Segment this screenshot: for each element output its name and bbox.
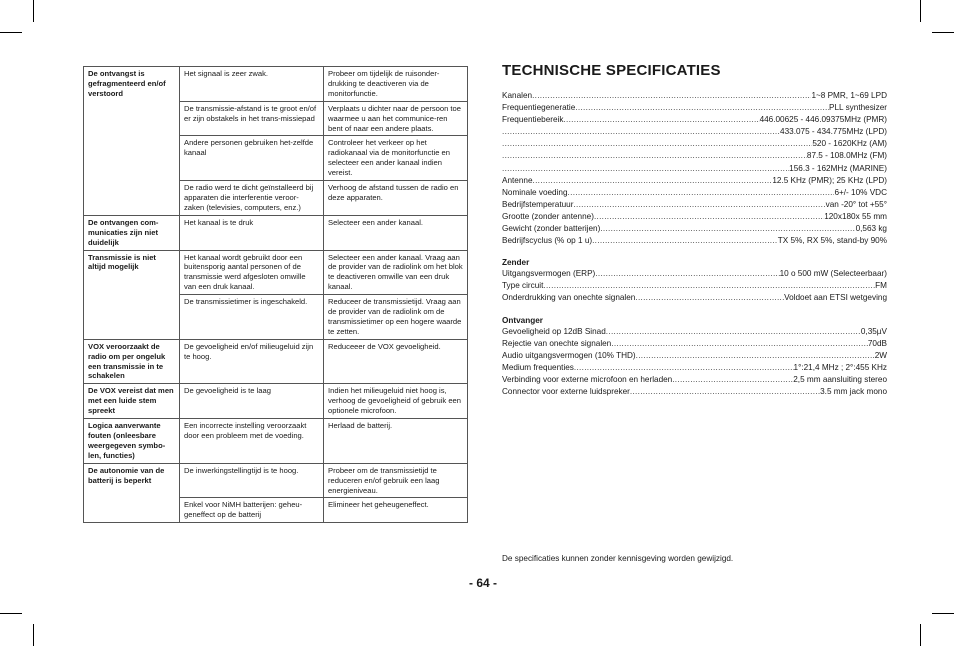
spec-label: Grootte (zonder antenne): [502, 211, 594, 221]
dot-leader: [502, 127, 780, 136]
spec-row: [502, 363, 887, 375]
solution-cell: Indien het milieugeluid niet hoog is, verhoog de gevoeligheid of gebruik een optionele microfoon.: [324, 384, 468, 419]
cause-cell: De gevoeligheid en/of milieugeluid zijn te hoog.: [180, 339, 324, 384]
spec-label: Uitgangsvermogen (ERP): [502, 269, 596, 279]
spec-label: Verbinding voor externe microfoon en herladen: [502, 374, 673, 384]
spec-value: 12.5 KHz (PMR); 25 KHz (LPD): [772, 175, 887, 185]
crop-mark: [920, 0, 921, 22]
spec-label: Frequentiegeneratie: [502, 103, 576, 113]
section-heading-zender: Zender: [502, 258, 530, 268]
dot-leader: [533, 176, 773, 185]
spec-row: [502, 351, 887, 363]
spec-row: [502, 293, 887, 305]
spec-row: [502, 387, 887, 399]
table-row: [84, 67, 468, 102]
solution-cell: Verplaats u dichter naar de persoon toe waarmee u aan het communice-ren bent of naar een andere plaats.: [324, 101, 468, 136]
dot-leader: [574, 363, 794, 372]
cause-cell: Het kanaal is te druk: [180, 215, 324, 250]
cause-cell: Enkel voor NiMH batterijen: geheu-geneffect op de batterij: [180, 498, 324, 523]
footnote: De specificaties kunnen zonder kennisgeving worden gewijzigd.: [502, 554, 734, 563]
spec-row: [502, 375, 887, 387]
solution-cell: Selecteer een ander kanaal. Vraag aan de provider van de radiolink om het blok te deactiveren omwille van een druk kanaal.: [324, 250, 468, 295]
dot-leader: [636, 351, 875, 360]
section-gap: [502, 248, 887, 257]
problem-cell: De autonomie van de batterij is beperkt: [84, 463, 180, 523]
spec-value: 0,563 kg: [855, 224, 887, 234]
problem-cell: De ontvangen com-municaties zijn niet duidelijk: [84, 215, 180, 250]
solution-cell: Elimineer het geheugeneffect.: [324, 498, 468, 523]
spec-value: TX 5%, RX 5%, stand-by 90%: [777, 236, 887, 246]
spec-group-zender: [502, 269, 887, 305]
spec-value: 0,35µV: [860, 326, 887, 336]
solution-cell: Probeer om tijdelijk de ruisonder-drukking te deactiveren via de monitorfunctie.: [324, 67, 468, 102]
spec-value: 156.3 - 162MHz (MARINE): [789, 163, 887, 173]
spec-row: [502, 164, 887, 176]
section-gap: [502, 306, 887, 315]
section-heading-ontvanger: Ontvanger: [502, 315, 543, 325]
spec-label: Gevoeligheid op 12dB Sinad: [502, 326, 606, 336]
problem-cell: De VOX vereist dat men met een luide stem spreekt: [84, 384, 180, 419]
solution-cell: Controleer het verkeer op het radiokanaal via de monitorfunctie en selecteer een ander kanaal indien vereist.: [324, 136, 468, 181]
page-title: TECHNISCHE SPECIFICATIES: [502, 62, 721, 79]
spec-row: [502, 91, 887, 103]
spec-row: [502, 200, 887, 212]
spec-label: Bedrijfscyclus (% op 1 u): [502, 236, 593, 246]
spec-value: van -20° tot +55°: [825, 199, 887, 209]
table-row: [84, 419, 468, 464]
crop-mark: [0, 613, 22, 614]
solution-cell: Probeer om de transmissietijd te reduceren en/of gebruik een laag energieniveau.: [324, 463, 468, 498]
spec-label: Gewicht (zonder batterijen): [502, 224, 601, 234]
spec-group-general: [502, 91, 887, 248]
spec-value: 10 o 500 mW (Selecteerbaar): [779, 269, 887, 279]
dot-leader: [672, 375, 793, 384]
spec-label: Rejectie van onechte signalen: [502, 338, 612, 348]
spec-label: Kanalen: [502, 91, 533, 100]
spec-row: [502, 115, 887, 127]
spec-value: 120x180x 55 mm: [824, 211, 887, 221]
spec-label: Connector voor externe luidspreker: [502, 386, 630, 396]
crop-mark: [932, 32, 954, 33]
table-row: [84, 339, 468, 384]
problem-cell: Logica aanverwante fouten (onleesbare weergegeven symbo-len, functies): [84, 419, 180, 464]
spec-value: 520 - 1620KHz (AM): [812, 139, 887, 149]
dot-leader: [635, 293, 784, 302]
solution-cell: Selecteer een ander kanaal.: [324, 215, 468, 250]
cause-cell: Het signaal is zeer zwak.: [180, 67, 324, 102]
solution-cell: Reduceeer de VOX gevoeligheid.: [324, 339, 468, 384]
solution-cell: Herlaad de batterij.: [324, 419, 468, 464]
dot-leader: [543, 281, 875, 290]
spec-list: [502, 91, 887, 399]
cause-cell: De transmissie-afstand is te groot en/of er zijn obstakels in het trans-missiepad: [180, 101, 324, 136]
dot-leader: [573, 200, 825, 209]
spec-label: Medium frequenties: [502, 362, 574, 372]
spec-row: [502, 176, 887, 188]
dot-leader: [611, 339, 868, 348]
table-row: [84, 463, 468, 498]
dot-leader: [594, 212, 824, 221]
problem-cell: Transmissie is niet altijd mogelijk: [84, 250, 180, 339]
spec-row: [502, 127, 887, 139]
spec-value: 2W: [874, 350, 887, 360]
problem-cell: VOX veroorzaakt de radio om per ongeluk een transmissie in te schakelen: [84, 339, 180, 384]
dot-leader: [592, 236, 778, 245]
table-row: [84, 384, 468, 419]
spec-value: 70dB: [867, 338, 887, 348]
dot-leader: [606, 327, 861, 336]
crop-mark: [0, 32, 22, 33]
spec-row: [502, 188, 887, 200]
troubleshooting-table: [83, 66, 468, 523]
dot-leader: [563, 115, 759, 124]
spec-label: Audio uitgangsvermogen (10% THD): [502, 350, 636, 360]
crop-mark: [33, 0, 34, 22]
crop-mark: [932, 613, 954, 614]
spec-value: 1~8 PMR, 1~69 LPD: [811, 91, 887, 100]
spec-value: 87.5 - 108.0MHz (FM): [806, 151, 887, 161]
dot-leader: [502, 139, 812, 148]
cause-cell: Een incorrecte instelling veroorzaakt door een probleem met de voeding.: [180, 419, 324, 464]
solution-cell: Reduceer de transmissietijd. Vraag aan de provider van de radiolink om de transmissietimer op een hogere waarde te zetten.: [324, 295, 468, 340]
spec-row: [502, 281, 887, 293]
table-row: [84, 250, 468, 295]
spec-value: PLL synthesizer: [829, 103, 887, 113]
spec-row: [502, 269, 887, 281]
dot-leader: [575, 103, 829, 112]
spec-label: Antenne: [502, 175, 533, 185]
problem-cell: De ontvangst is gefragmenteerd en/of verstoord: [84, 67, 180, 216]
spec-row: [502, 224, 887, 236]
spec-value: Voldoet aan ETSI wetgeving: [784, 293, 887, 303]
spec-row: [502, 327, 887, 339]
dot-leader: [600, 224, 855, 233]
spec-value: 433.075 - 434.775MHz (LPD): [780, 127, 887, 137]
dot-leader: [568, 188, 835, 197]
spec-row: [502, 339, 887, 351]
spec-row: [502, 212, 887, 224]
spec-value: 446.00625 - 446.09375MHz (PMR): [759, 115, 887, 125]
spec-value: 3.5 mm jack mono: [820, 386, 887, 396]
table-row: [84, 215, 468, 250]
dot-leader: [532, 91, 811, 100]
spec-row: [502, 236, 887, 248]
cause-cell: De transmissietimer is ingeschakeld.: [180, 295, 324, 340]
dot-leader: [595, 269, 779, 278]
spec-value: 6+/- 10% VDC: [834, 187, 887, 197]
dot-leader: [630, 387, 820, 396]
spec-label: Frequentiebereik: [502, 115, 564, 125]
spec-label: Onderdrukking van onechte signalen: [502, 293, 636, 303]
spec-label: Type circuit: [502, 281, 544, 291]
spec-value: FM: [875, 281, 887, 291]
crop-mark: [920, 624, 921, 646]
crop-mark: [33, 624, 34, 646]
page-number: - 64 -: [469, 576, 498, 590]
cause-cell: De gevoeligheid is te laag: [180, 384, 324, 419]
spec-value: 2,5 mm aansluiting stereo: [793, 374, 887, 384]
spec-label: Bedrijfstemperatuur: [502, 199, 574, 209]
spec-row: [502, 103, 887, 115]
cause-cell: De inwerkingstellingtijd is te hoog.: [180, 463, 324, 498]
cause-cell: Het kanaal wordt gebruikt door een buitensporig aantal personen of de transmissie werd afgesloten omwille van een druk kanaal.: [180, 250, 324, 295]
dot-leader: [502, 151, 807, 160]
spec-row: [502, 151, 887, 163]
solution-cell: Verhoog de afstand tussen de radio en deze apparaten.: [324, 181, 468, 216]
cause-cell: De radio werd te dicht geïnstalleerd bij apparaten die interferentie veroor-zaken (televisies, computers, enz.): [180, 181, 324, 216]
spec-group-ontvanger: [502, 327, 887, 400]
spec-label: Nominale voeding: [502, 187, 568, 197]
spec-row: [502, 139, 887, 151]
dot-leader: [502, 164, 789, 173]
spec-value: 1°:21,4 MHz ; 2°:455 KHz: [793, 362, 887, 372]
cause-cell: Andere personen gebruiken het-zelfde kanaal: [180, 136, 324, 181]
